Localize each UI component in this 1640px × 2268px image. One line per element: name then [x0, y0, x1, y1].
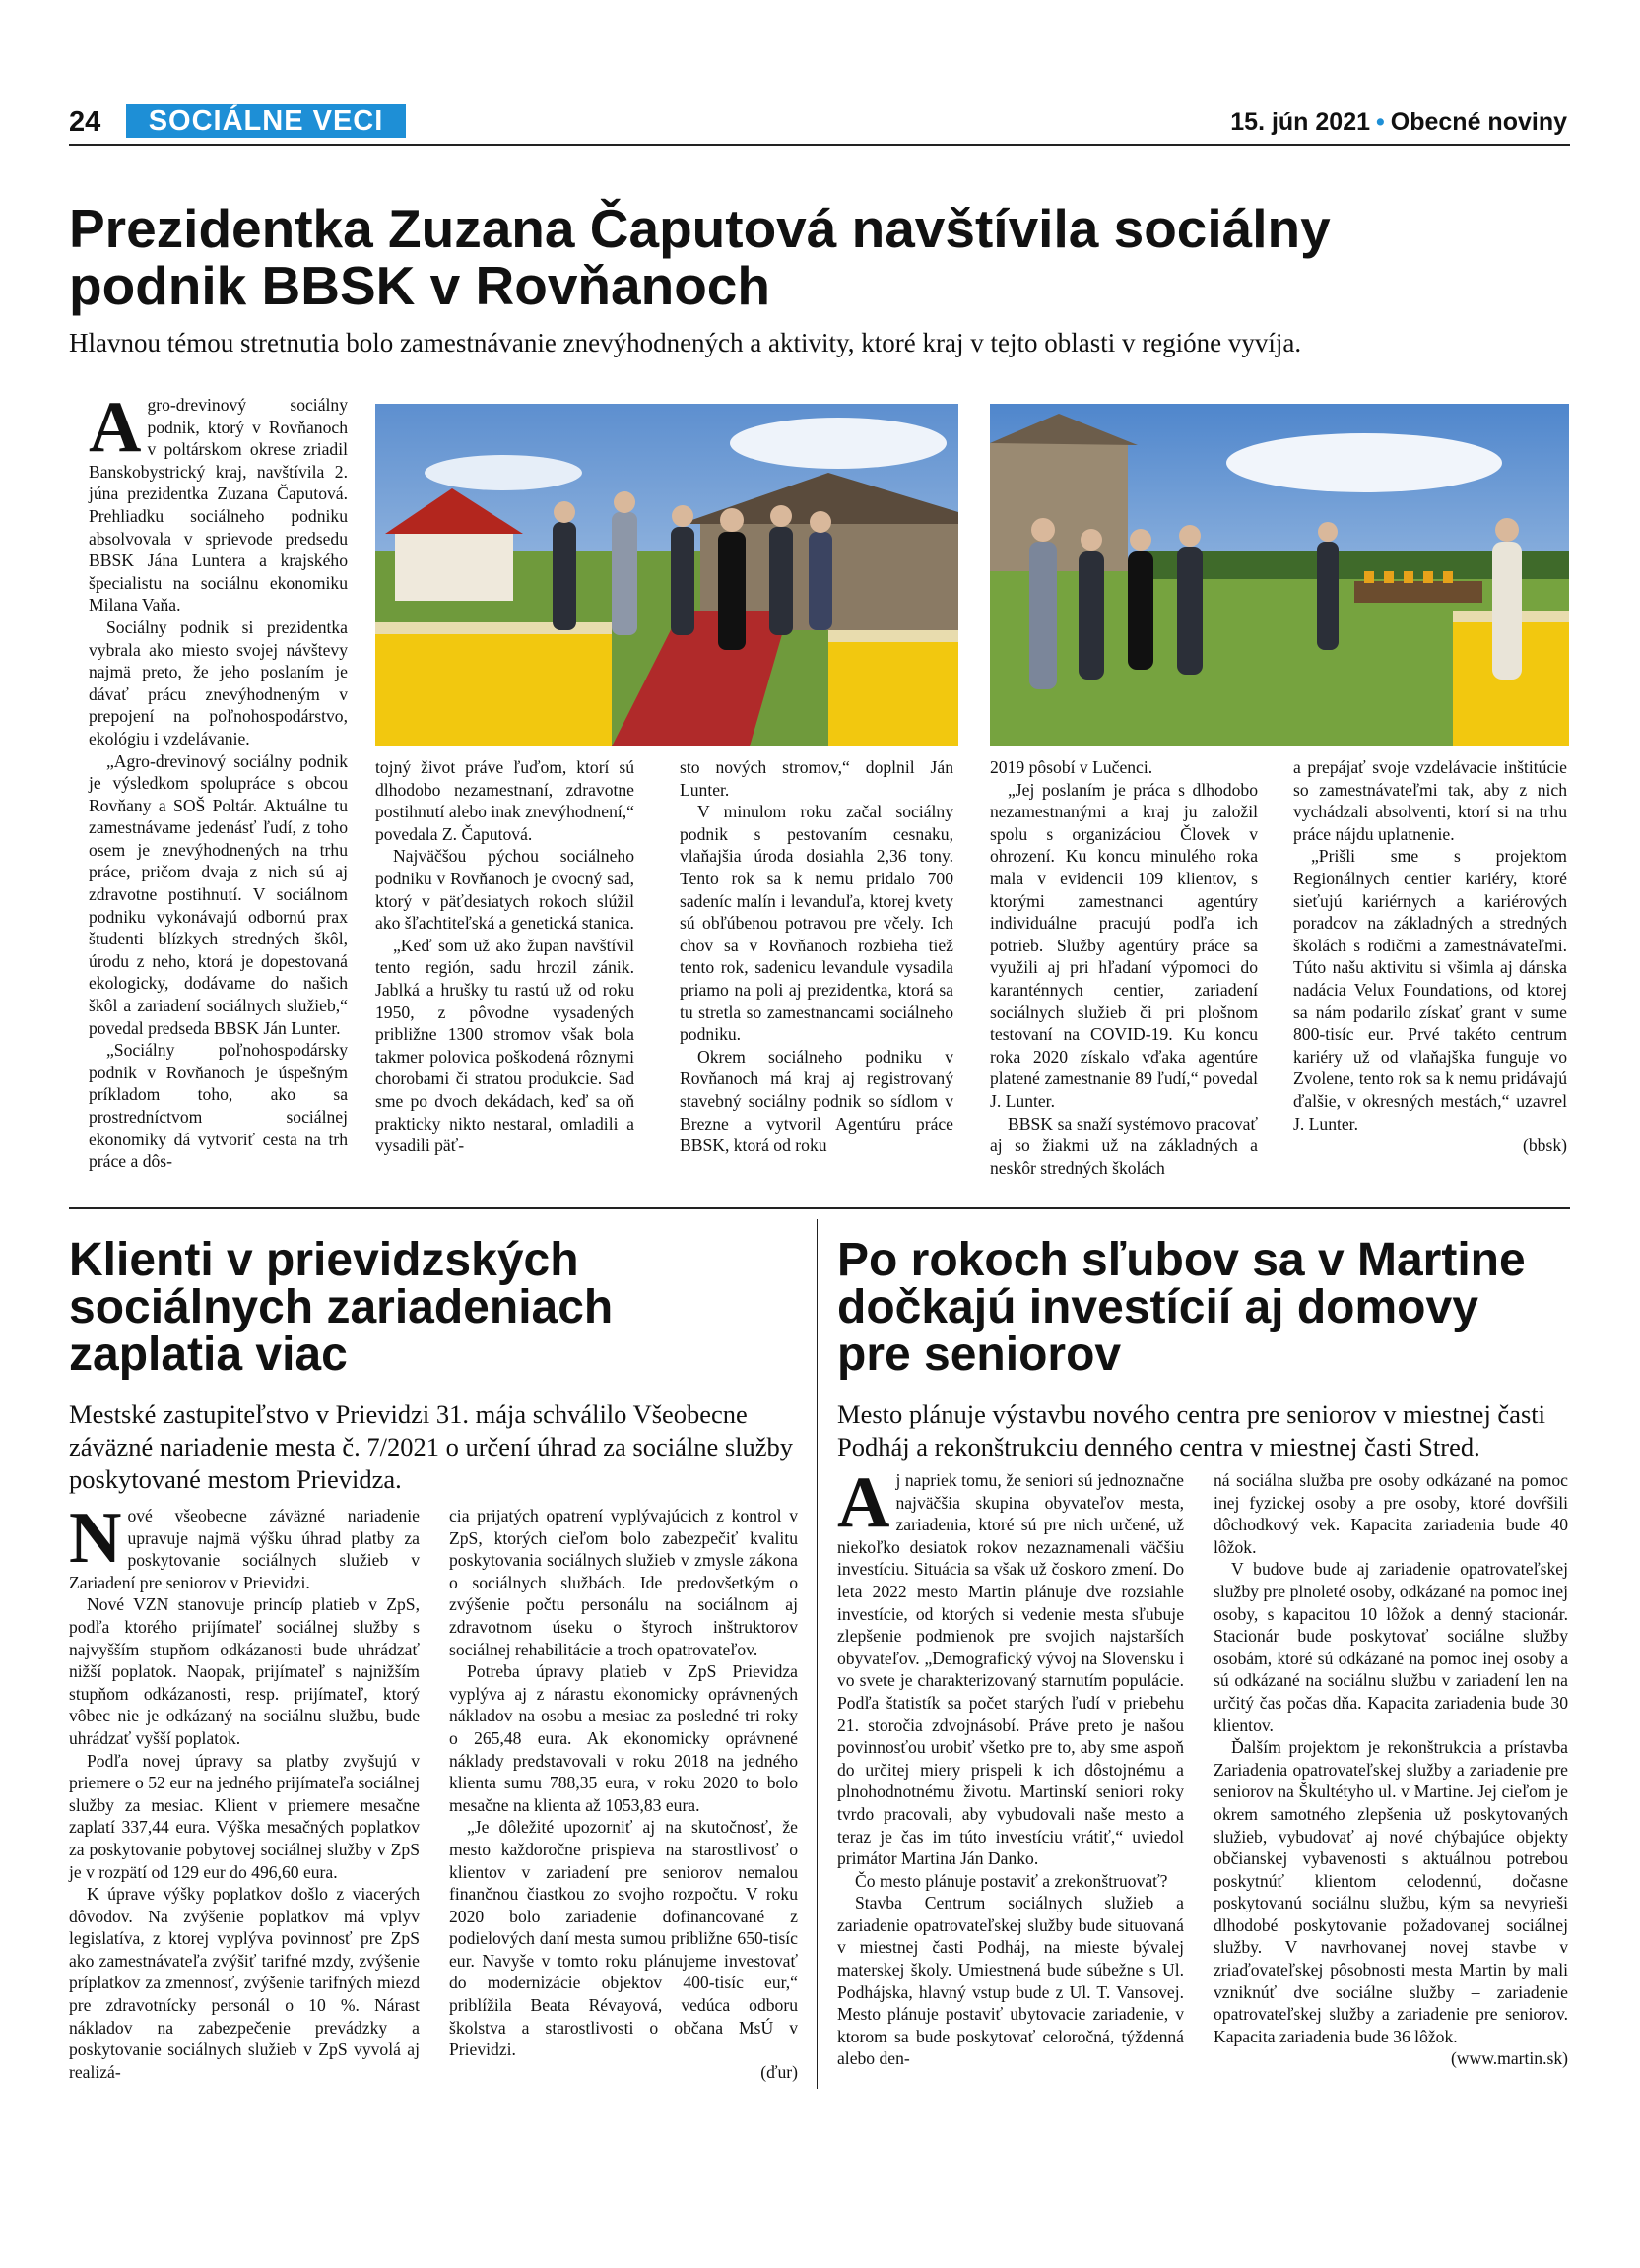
article3-headline-line2: dočkajú investícií aj domovy — [837, 1281, 1478, 1333]
article3-signature: (www.martin.sk) — [1450, 2048, 1568, 2069]
paragraph: Okrem sociálneho podniku v Rovňanoch má kraj aj registrovaný stavebný sociálny podnik so sídlom v Brezne a vytvoril Agentúru práce BBSK, ktorá od roku — [680, 1046, 953, 1156]
article3-headline-line1: Po rokoch sľubov sa v Martine — [837, 1234, 1526, 1286]
dropcap: A — [89, 387, 142, 468]
paragraph: V budove bude aj zariadenie opatrovateľskej služby pre plnoleté osoby, odkázané na pomoc inej osoby, s kapacitou 10 lôžok a denný stacionár. Stacionár bude poskytovať sociálne služby osobám, ktoré sú odkázané na pomoc inej osoby a sú odkázané na sociálnu službu v zariadení len na určitý čas počas dňa. Kapacita zariadenia bude 30 klientov. — [1214, 1559, 1568, 1735]
paragraph: K úprave výšky poplatkov došlo z viacerých dôvodov. Na zvýšenie poplatkov má vplyv legislatíva, z ktorej vyplýva povinnosť pre ZpS ako zamestnávateľa zvýšiť tarifné mzdy, zvýšenie príplatkov za zmennosť, zvýšenie tarifných miezd pre zdravotnícky personál o 10 %. Nárast nákladov na zabezpečenie prevádzky a poskytovanie sociálnych služieb v ZpS vyvolá aj realizá- — [69, 1884, 420, 2082]
column-divider — [817, 1219, 818, 2089]
paragraph: „Keď som už ako župan navštívil tento región, sadu hrozil zánik. Jablká a hrušky tu rastú už od roku 1950, z pôvodne vysadených približne 1300 stromov však bola takmer polovica poškodená rôznymi chorobami či stratou produkcie. Sad sme po dvoch dekádach, keď sa oň prakticky nikto nestaral, omladili a vysadili päť- — [375, 935, 634, 1156]
article3-headline — [837, 1234, 1571, 1381]
paragraph: „Jej poslaním je práca s dlhodobo nezamestnanými a kraj ju založil spolu s organizáciou Človek v ohrození. Ku koncu minulého roka mala v evidencii 109 klientov, s ktorými zamestnanci agentúry individuálne pracujú podľa ich potrieb. Služby agentúry práce sa využili aj pri hľadaní výpomoci do karanténnych centier, zariadení sociálnych služieb či pri plošnom testovaní na COVID-19. Ku koncu roka 2020 získalo vďaka agentúre platené zamestnanie 89 ľudí,“ povedal J. Lunter. — [990, 779, 1258, 1111]
article-divider — [69, 1207, 1570, 1209]
article1-column3 — [680, 756, 953, 1157]
paragraph: sto nových stromov,“ doplnil Ján Lunter. — [680, 757, 953, 800]
article1-column5 — [1293, 756, 1567, 1157]
section-label: SOCIÁLNE VECI — [126, 104, 406, 138]
paragraph: 2019 pôsobí v Lučenci. — [990, 757, 1153, 777]
article3-lead: Mesto plánuje výstavbu nového centra pre seniorov v miestnej časti Podháj a rekonštrukciu denného centra v miestnej časti Stred. — [837, 1399, 1545, 1461]
paragraph: Čo mesto plánuje postaviť a zrekonštruovať? — [855, 1870, 1168, 1891]
paragraph: Sociálny podnik si prezidentka vybrala ako miesto svojej návštevy najmä preto, že jeho poslaním je dávať prácu znevýhodneným v prepojení na poľnohospodárstvo, ekológiu i vzdelávanie. — [89, 616, 348, 748]
paragraph: ná sociálna služba pre osoby odkázané na pomoc inej fyzickej osoby a pre osoby, ktoré dovŕšili dôchodkový vek. Kapacita zariadenia bude 40 lôžok. — [1214, 1470, 1568, 1557]
paragraph: Potreba úpravy platieb v ZpS Prievidza vyplýva aj z nárastu ekonomicky oprávnených nákladov na osobu a mesiac za posledné tri roky o 265,48 eura. Ak ekonomicky oprávnené náklady predstavovali v roku 2018 na jedného klienta sumu 788,35 eura, v roku 2020 to bolo mesačne na klienta až 1053,83 eura. — [449, 1661, 798, 1815]
paragraph: Stavba Centrum sociálnych služieb a zariadenie opatrovateľskej služby bude situovaná v miestnej časti Podháj, na mieste bývalej materskej školy. Umiestnená bude súbežne s Ul. Podhájska, hlavný vstup bude z Ul. T. Vansovej. Mesto plánuje postaviť ubytovacie zariadenie, v ktorom sa bude poskytovať celoročná, týždenná alebo den- — [837, 1893, 1184, 2069]
paragraph: Ďalším projektom je rekonštrukcia a prístavba Zariadenia opatrovateľskej služby a zariadenie pre seniorov na Škultétyho ul. v Martine. Jej cieľom je okrem samotného zlepšenia už poskytovaných služieb, vybudovať aj nové chýbajúce objekty občianskej vybavenosti s aktuálnou potrebou poskytnúť klientom celodennú, dočasne poskytovanú sociálnu službu, kým sa nevyrieši dlhodobé poskytovanie požadovanej sociálnej služby. V navrhovanej novej stavbe v zriaďovateľskej pôsobnosti mesta Martin by mali vzniknúť dve sociálne služby – zariadenie opatrovateľskej služby a zariadenie pre seniorov. Kapacita zariadenia bude 36 lôžok. — [1214, 1737, 1568, 2046]
article3-column1 — [837, 1462, 1184, 2070]
article2-headline-line3: zaplatia viac — [69, 1328, 348, 1381]
separator-dot: • — [1376, 108, 1385, 136]
paragraph: BBSK sa snaží systémovo pracovať aj so žiakmi už na základných a neskôr stredných školách — [990, 1113, 1258, 1178]
article1-column2 — [375, 756, 634, 1157]
article1-headline — [69, 200, 1566, 314]
article2-headline-line2: sociálnych zariadeniach — [69, 1281, 614, 1333]
article1-headline-line1: Prezidentka Zuzana Čaputová navštívila sociálny — [69, 198, 1331, 259]
article1-column4 — [990, 756, 1258, 1179]
article2-headline-line1: Klienti v prievidzských — [69, 1234, 579, 1286]
article3-headline-line3: pre seniorov — [837, 1328, 1122, 1381]
page-number: 24 — [69, 106, 101, 138]
article3-column2 — [1214, 1469, 1568, 2070]
dropcap: A — [837, 1462, 890, 1543]
article2-headline — [69, 1234, 798, 1381]
paragraph: cia prijatých opatrení vyplývajúcich z kontrol v ZpS, ktorých cieľom bolo zabezpečiť kvalitu poskytovania sociálnych služieb v zmysle zákona o sociálnych službách. Ide predovšetkým o zvýšenie počtu personálu na sociálnom aj zdravotnom úseku o štyroch inštruktorov sociálnej rehabilitácie a troch opatrovateľov. — [449, 1506, 798, 1659]
paragraph: „Agro-drevinový sociálny podnik je výsledkom spolupráce s obcou Rovňany a SOŠ Poltár. Aktuálne tu zamestnávame jedenásť ľudí, z toho osem je znevýhodnených na trhu práce, pričom dvaja z nich sú aj zdravotne postihnutí. V sociálnom podniku vykonávajú odbornú prax študenti blízkych stredných škôl, úrodu z neho, ktorá je dopestovaná ekologicky, dodávame do našich škôl a zariadení sociálnych služieb,“ povedal predseda BBSK Ján Lunter. — [89, 750, 348, 1038]
article2-signature: (ďur) — [760, 2061, 798, 2082]
photo-apiary-visit — [990, 404, 1569, 746]
paragraph: Nové VZN stanovuje princíp platieb v ZpS, podľa ktorého prijímateľ sociálnej služby s najvyšším stupňom odkázanosti bude uhrádzať nižší poplatok. Naopak, prijímateľ s najnižším stupňom odkázanosti, resp. prijímateľ, ktorý vôbec nie je odkázaný na sociálnu službu, bude uhrádzať vyšší poplatok. — [69, 1594, 420, 1748]
paragraph: „Sociálny poľnohospodársky podnik v Rovňanoch je úspešným príkladom toho, ako sa prostredníctvom sociálnej ekonomiky dá vytvoriť cesta na trh práce a dôs- — [89, 1040, 348, 1172]
publication-name: Obecné noviny — [1390, 108, 1567, 136]
article1-lead: Hlavnou témou stretnutia bolo zamestnávanie znevýhodnených a aktivity, ktoré kraj v tejto oblasti v regióne vyvíja. — [69, 328, 1302, 357]
article2-lead: Mestské zastupiteľstvo v Prievidzi 31. mája schválilo Všeobecne záväzné nariadenie mesta č. 7/2021 o určení úhrad za sociálne služby poskytované mestom Prievidza. — [69, 1399, 794, 1494]
article2-column2 — [449, 1505, 798, 2083]
article1-signature: (bbsk) — [1523, 1135, 1567, 1156]
masthead-info — [1230, 108, 1567, 137]
paragraph: j napriek tomu, že seniori sú jednoznačne najväčšia skupina obyvateľov mesta, zariadenia, ktoré sú pre nich určené, už niekoľko desiatok rokov nezaznamenali väčšiu investíciu. Situácia sa však už čoskoro zmení. Do leta 2022 mesto Martin plánuje dve rozsiahle investície, od ktorých si vedenie mesta sľubuje zlepšenie podmienok pre svojich najstarších obyvateľov. „Demografický vývoj na Slovensku i vo svete je charakterizovaný starnutím populácie. Podľa štatistík sa počet starých ľudí v priebehu 21. storočia zdvojnásobí. Práve preto je našou povinnosťou urobiť všetko pre to, aby sme aspoň do určitej miery prispeli k ich dôstojnému a plnohodnotnému životu. Martinskí seniori roky tvrdo pracovali, aby vybudovali naše mesto a teraz je čas im túto investíciu vrátiť,“ uviedol primátor Martina Ján Danko. — [837, 1470, 1184, 1869]
paragraph: Najväčšou pýchou sociálneho podniku v Rovňanoch je ovocný sad, ktorý v päťdesiatych rokoch slúžil ako šľachtiteľská a genetická stanica. — [375, 846, 634, 934]
paragraph: „Je dôležité upozorniť aj na skutočnosť, že mesto každoročne prispieva na starostlivosť o klientov v zariadení pre seniorov nemalou finančnou čiastkou zo svojho rozpočtu. V roku 2020 bolo zariadenie dofinancované z podielových daní mesta sumou približne 650-tisíc eur. Navyše v tomto roku plánujeme investovať do modernizácie objektov 400-tisíc eur,“ priblížila Beata Révayová, vedúca odboru školstva a starostlivosti o občana MsÚ v Prievidzi. — [449, 1817, 798, 2060]
paragraph: „Prišli sme s projektom Regionálnych centier kariéry, ktoré sieťujú kariérnych a kariérových poradcov na základných a stredných školách s rodičmi a zamestnávateľmi. Túto našu aktivitu si všimla aj dánska nadácia Velux Foundations, od ktorej sa nám podarilo získať grant v sume 800-tisíc eur. Prvé takéto centrum kariéry už od vlaňajška funguje vo Zvolene, tento rok sa k nemu pridávajú ďalšie, v okresných mestách,“ uzavrel J. Lunter. — [1293, 846, 1567, 1134]
article2-column1 — [69, 1498, 420, 2083]
photo-president-visit — [375, 404, 958, 746]
paragraph: ové všeobecne záväzné nariadenie upravuje najmä výšku úhrad platby za poskytovanie sociálnych služieb v Zariadení pre seniorov v Prievidzi. — [69, 1506, 420, 1592]
issue-date: 15. jún 2021 — [1230, 108, 1371, 136]
paragraph: V minulom roku začal sociálny podnik s pestovaním cesnaku, vlaňajšia úroda dosiahla 2,36 tony. Tento rok sa k nemu pridalo 700 sadeníc malín i levanduľa, ktorej kvety sú obľúbenou potravou pre včely. Ich chov sa v Rovňanoch rozbieha tiež tento rok, sadenicu levandule vysadila priamo na poli aj prezidentka, ktorá sa tu stretla so zamestnancami sociálneho podniku. — [680, 802, 953, 1045]
paragraph: gro-drevinový sociálny podnik, ktorý v Rovňanoch v poltárskom okrese zriadil Banskobystrický kraj, navštívila 2. júna prezidentka Zuzana Čaputová. Prehliadku sociálneho podniku absolvovala v sprievode predsedu BBSK Jána Luntera a krajského špecialistu na sociálnu ekonomiku Milana Vaňa. — [89, 395, 348, 616]
header-rule — [69, 144, 1570, 146]
article1-column1 — [89, 387, 348, 1173]
paragraph: tojný život práve ľuďom, ktorí sú dlhodobo nezamestnaní, zdravotne postihnutí alebo inak znevýhodnení,“ povedala Z. Čaputová. — [375, 757, 634, 844]
article1-headline-line2: podnik BBSK v Rovňanoch — [69, 255, 770, 316]
dropcap: N — [69, 1498, 122, 1579]
paragraph: a prepájať svoje vzdelávacie inštitúcie so zamestnávateľmi tak, aby z nich vychádzali absolventi, ktorí si na trhu práce nájdu uplatnenie. — [1293, 757, 1567, 844]
paragraph: Podľa novej úpravy sa platby zvyšujú v priemere o 52 eur na jedného prijímateľa sociálnej služby za mesiac. Klient v priemere mesačne zaplatí 337,44 eura. Výška mesačných poplatkov za poskytovanie pobytovej sociálnej služby v ZpS je v rozpätí od 129 eur do 496,60 eura. — [69, 1750, 420, 1882]
